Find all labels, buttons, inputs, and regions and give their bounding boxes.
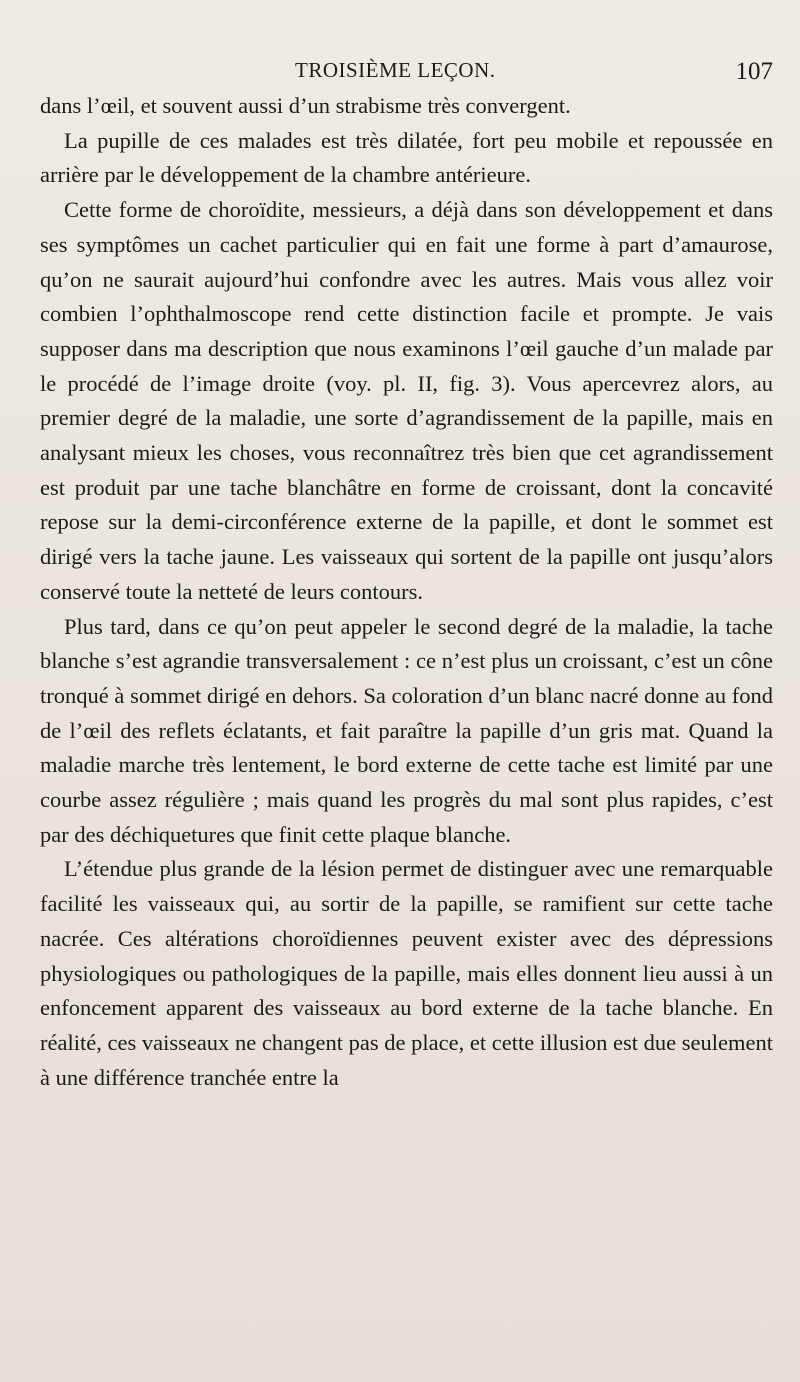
running-head-title: TROISIÈME LEÇON. [295, 58, 496, 82]
paragraph-pupil: La pupille de ces malades est très dilatée, fort peu mobile et repoussée en arrière par le développement de la chambre antérieure. [40, 127, 773, 188]
running-head [0, 58, 800, 88]
paragraph-continuation: dans l’œil, et souvent aussi d’un strabisme très convergent. [40, 93, 571, 118]
paragraph-choroiditis: Cette forme de choroïdite, messieurs, a déjà dans son développement et dans ses symptômes un cachet particulier qui en fait une forme à part d’amaurose, qu’on ne saurait aujourd’hui confondre avec les autres. Mais vous allez voir combien l’ophthalmoscope rend cette distinction facile et prompte. Je vais supposer dans ma description que nous examinons l’œil gauche d’un malade par le procédé de l’image droite (voy. pl. II, fig. 3). Vous apercevrez alors, au premier degré de la maladie, une sorte d’agrandissement de la papille, mais en analysant mieux les choses, vous reconnaîtrez très bien que cet agrandissement est produit par une tache blanchâtre en forme de croissant, dont la concavité repose sur la demi-circonférence externe de la papille, et dont le sommet est dirigé vers la tache jaune. Les vaisseaux qui sortent de la papille ont jusqu’alors conservé toute la netteté de leurs contours. [40, 197, 773, 604]
paragraph-lesion-extent: L’étendue plus grande de la lésion permet de distinguer avec une remarquable facilité les vaisseaux qui, au sortir de la papille, se ramifient sur cette tache nacrée. Ces altérations choroïdiennes peuvent exister avec des dépressions physiologiques ou pathologiques de la papille, mais elles donnent lieu aussi à un enfoncement apparent des vaisseaux au bord externe de la tache blanche. En réalité, ces vaisseaux ne changent pas de place, et cette illusion est due seulement à une différence tranchée entre la [40, 856, 773, 1090]
body-text [40, 89, 773, 1095]
page-number: 107 [735, 58, 773, 85]
paragraph-second-degree: Plus tard, dans ce qu’on peut appeler le second degré de la maladie, la tache blanche s’est agrandie transversalement : ce n’est plus un croissant, c’est un cône tronqué à sommet dirigé en dehors. Sa coloration d’un blanc nacré donne au fond de l’œil des reflets éclatants, et fait paraître la papille d’un gris mat. Quand la maladie marche très lentement, le bord externe de cette tache est limité par une courbe assez régulière ; mais quand les progrès du mal sont plus rapides, c’est par des déchiquetures que finit cette plaque blanche. [40, 613, 773, 847]
